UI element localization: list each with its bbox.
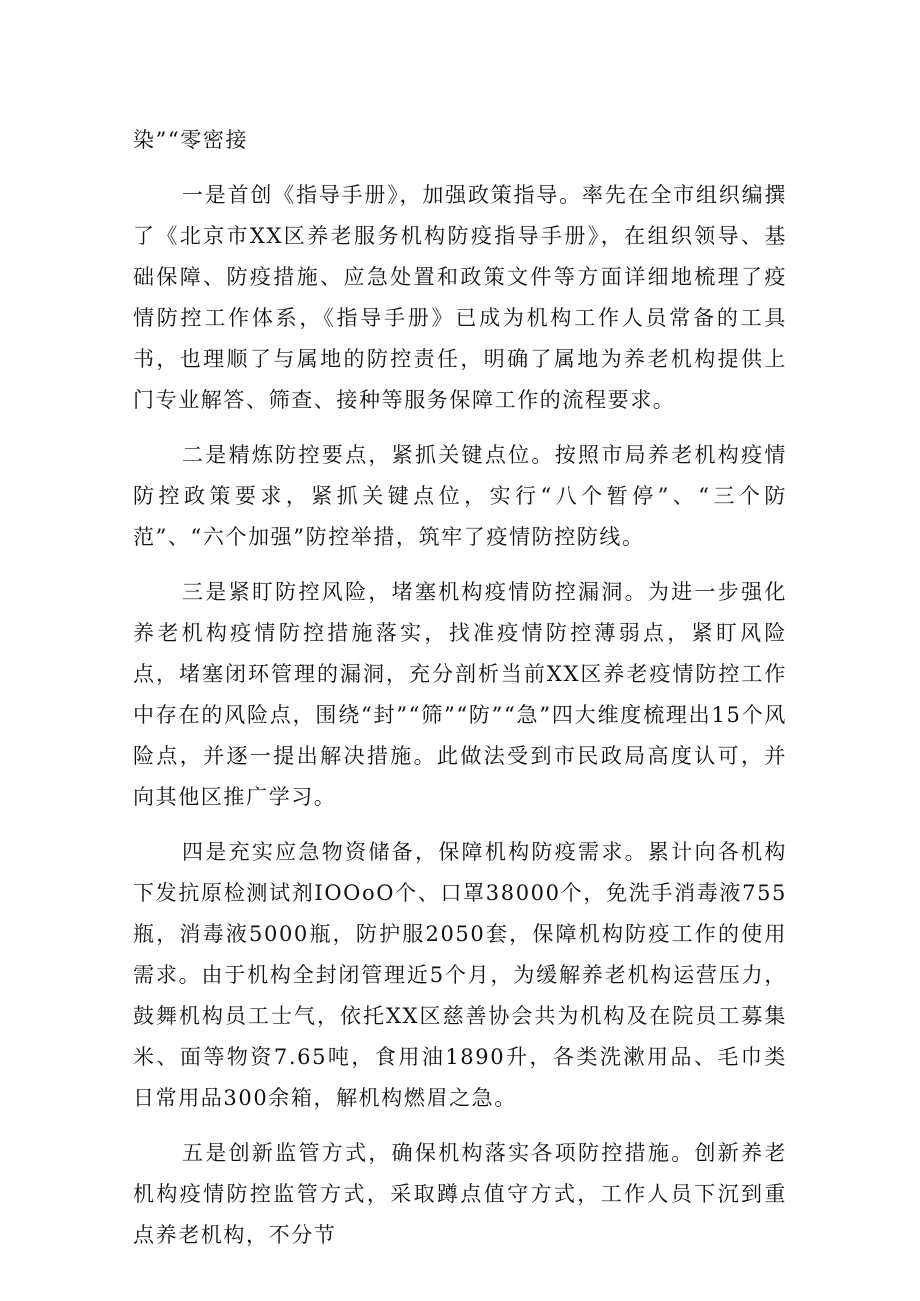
paragraph-key-points: 二是精炼防控要点，紧抓关键点位。按照市局养老机构疫情防控政策要求，紧抓关键点位，实行“八个暂停”、“三个防范”、“六个加强”防控举措，筑牢了疫情防控防线。 [133,443,787,549]
paragraph-continuation: 染”“零密接 [133,128,249,152]
paragraph-risk-control: 三是紧盯防控风险，堵塞机构疫情防控漏洞。为进一步强化养老机构疫情防控措施落实，找准疫情防控薄弱点，紧盯风险点，堵塞闭环管理的漏洞，充分剖析当前XX区养老疫情防控工作中存在的风险点，围绕“封”“筛”“防”“急”四大维度梳理出15个风险点，并逐一提出解决措施。此做法受到市民政局高度认可，并向其他区推广学习。 [133,580,787,809]
paragraph-guide-manual: 一是首创《指导手册》，加强政策指导。率先在全市组织编撰了《北京市XX区养老服务机构防疫指导手册》，在组织领导、基础保障、防疫措施、应急处置和政策文件等方面详细地梳理了疫情防控工作体系，《指导手册》已成为机构工作人员常备的工具书，也理顺了与属地的防控责任，明确了属地为养老机构提供上门专业解答、筛查、接种等服务保障工作的流程要求。 [133,183,787,412]
paragraph-supervision: 五是创新监管方式，确保机构落实各项防控措施。创新养老机构疫情防控监管方式，采取蹲点值守方式，工作人员下沉到重点养老机构，不分节 [133,1141,787,1247]
document-body [133,120,787,1270]
paragraph-emergency-supplies: 四是充实应急物资储备，保障机构防疫需求。累计向各机构下发抗原检测试剂IOOoO个、口罩38000个，免洗手消毒液755瓶，消毒液5000瓶，防护服2050套，保障机构防疫工作的使用需求。由于机构全封闭管理近5个月，为缓解养老机构运营压力，鼓舞机构员工士气，依托XX区慈善协会共为机构及在院员工募集米、面等物资7.65吨，食用油1890升，各类洗漱用品、毛巾类日常用品300余箱，解机构燃眉之急。 [133,840,787,1110]
